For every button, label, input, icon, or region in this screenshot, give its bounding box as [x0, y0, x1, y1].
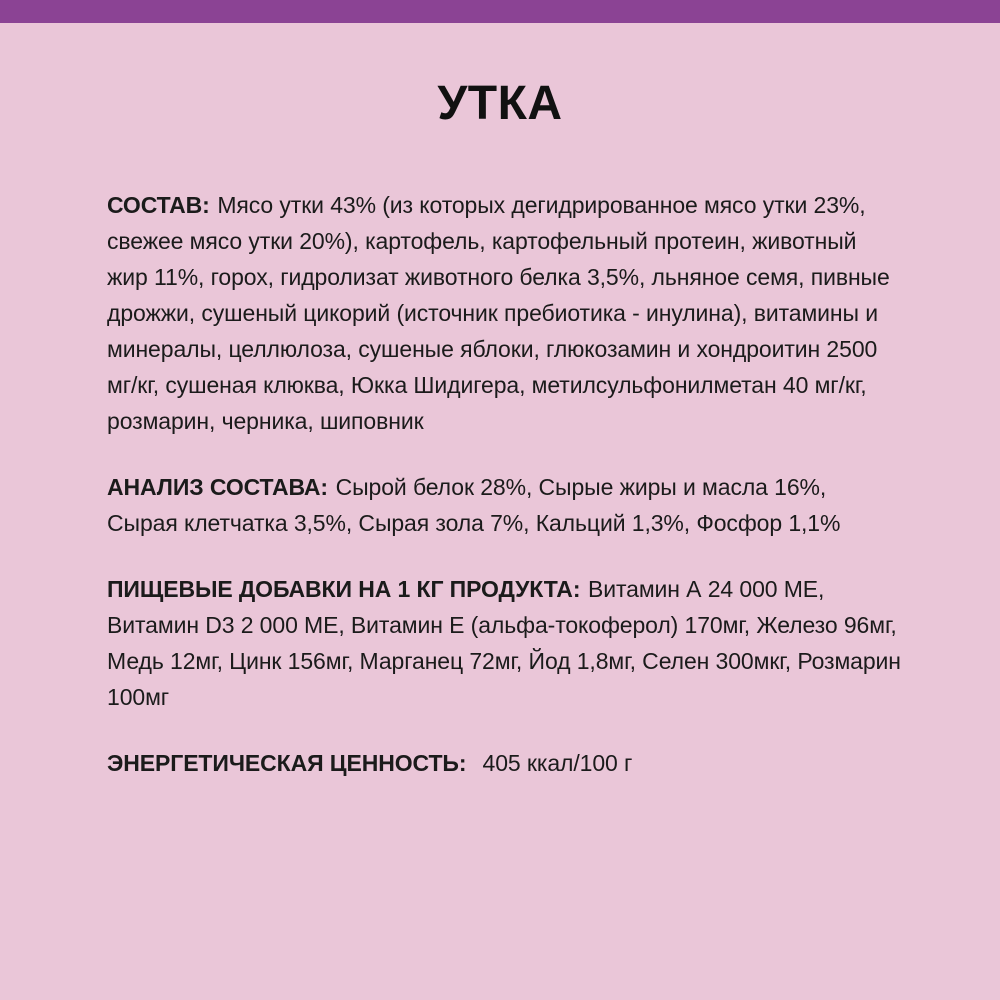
section-additives [107, 571, 902, 715]
energy-value: 405 ккал/100 г [482, 749, 633, 776]
analysis-text: Сырой белок 28%, Сырые жиры и масла 16%, Сырая клетчатка 3,5%, Сырая зола 7%, Кальций 1,3%, Фосфор 1,1% [107, 473, 841, 536]
page-title: УТКА [437, 77, 563, 130]
additives-label: ПИЩЕВЫЕ ДОБАВКИ НА 1 КГ ПРОДУКТА: [107, 575, 581, 602]
nutrition-info [107, 187, 902, 781]
section-energy [107, 745, 902, 781]
section-analysis [107, 469, 902, 541]
additives-text: Витамин А 24 000 МЕ, Витамин D3 2 000 МЕ, Витамин Е (альфа-токоферол) 170мг, Железо 96мг, Медь 12мг, Цинк 156мг, Марганец 72мг, Йод 1,8мг, Селен 300мкг, Розмарин 100мг [107, 575, 901, 710]
section-composition [107, 187, 902, 439]
analysis-label: АНАЛИЗ СОСТАВА: [107, 473, 328, 500]
energy-label: ЭНЕРГЕТИЧЕСКАЯ ЦЕННОСТЬ: [107, 749, 467, 776]
composition-text: Мясо утки 43% (из которых дегидрированное мясо утки 23%, свежее мясо утки 20%), картофель, картофельный протеин, животный жир 11%, горох, гидролизат животного белка 3,5%, льняное семя, пивные дрожжи, сушеный цикорий (источник пребиотика - инулина), витамины и минералы, целлюлоза, сушеные яблоки, глюкозамин и хондроитин 2500 мг/кг, сушеная клюква, Юкка Шидигера, метилсульфонилметан 40 мг/кг, розмарин, черника, шиповник [107, 191, 890, 434]
top-accent-band [0, 0, 1000, 23]
composition-label: СОСТАВ: [107, 191, 210, 218]
